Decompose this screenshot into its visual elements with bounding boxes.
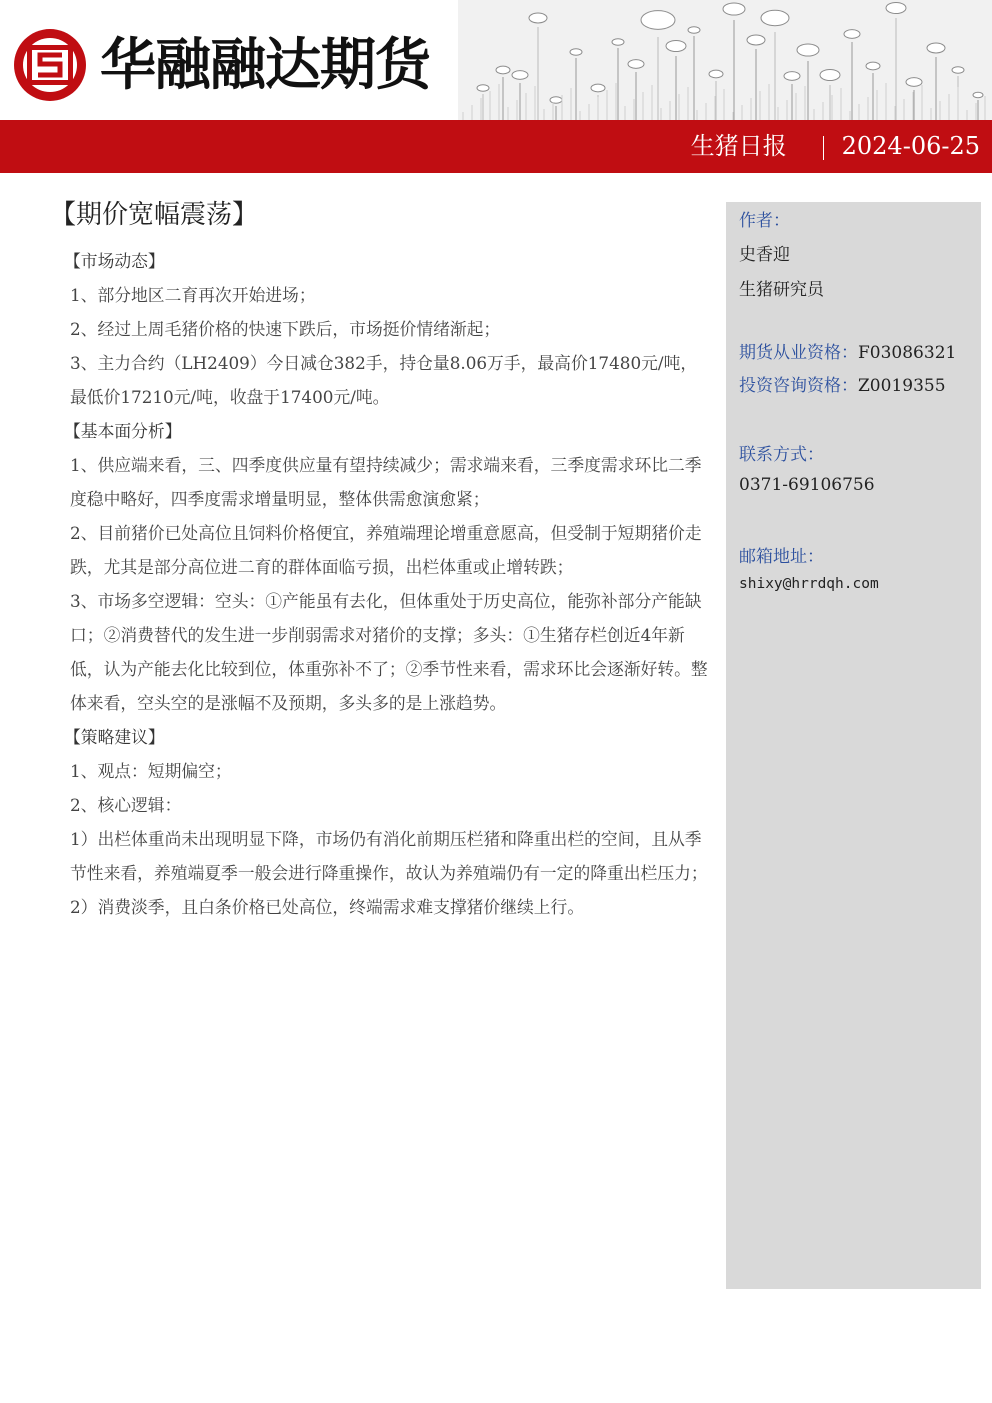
paragraph: 3、市场多空逻辑：空头：①产能虽有去化，但体重处于历史高位，能弥补部分产能缺口；②消费替代的发生进一步削弱需求对猪价的支撑；多头：①生猪存栏创近4年新低，认为产能去化比较到位，体重弥补不了；②季节性来看，需求环比会逐渐好转。整体来看，空头空的是涨幅不及预期，多头多的是上涨趋势。 — [70, 591, 708, 713]
author-label: 作者： — [739, 211, 790, 231]
author-sidebar — [726, 202, 981, 1289]
company-name: 华融融达期货 — [100, 33, 430, 98]
paragraph: 2）消费淡季，且白条价格已处高位，终端需求难支撑猪价继续上行。 — [70, 897, 585, 917]
futures-label: 期货从业资格： — [739, 343, 858, 363]
author-role: 生猪研究员 — [739, 280, 824, 300]
advisory-label: 投资咨询资格： — [739, 376, 858, 396]
email-label: 邮箱地址： — [739, 547, 824, 567]
paragraph: 3、主力合约（LH2409）今日减仓382手，持仓量8.06万手，最高价17480元/吨，最低价17210元/吨，收盘于17400元/吨。 — [70, 353, 698, 407]
report-band — [0, 120, 992, 173]
futures-id: F03086321 — [858, 343, 957, 363]
advisory-qualification — [739, 371, 946, 396]
advisory-id: Z0019355 — [858, 376, 946, 396]
report-type: 生猪日报 — [690, 132, 787, 160]
company-logo-icon — [12, 27, 88, 103]
paragraph: 2、目前猪价已处高位且饲料价格便宜，养殖端理论增重意愿高，但受制于短期猪价走跌，尤其是部分高位进二育的群体面临亏损，出栏体重或止增转跌； — [70, 523, 702, 577]
futures-qualification — [739, 338, 956, 363]
paragraph: 2、经过上周毛猪价格的快速下跌后，市场挺价情绪渐起； — [70, 319, 501, 339]
decorative-pattern — [458, 0, 992, 120]
email-address[interactable]: shixy@hrrdqh.com — [739, 576, 879, 592]
report-date: 2024-06-25 — [841, 132, 980, 160]
main-content — [64, 244, 712, 924]
section-heading: 【市场动态】 — [64, 251, 165, 271]
contact-label: 联系方式： — [739, 445, 824, 465]
section-heading: 【基本面分析】 — [64, 421, 182, 441]
separator — [823, 136, 824, 160]
report-info — [691, 120, 980, 173]
paragraph: 1、部分地区二育再次开始进场； — [70, 285, 316, 305]
paragraph: 1、供应端来看，三、四季度供应量有望持续减少；需求端来看，三季度需求环比二季度稳中略好，四季度需求增量明显，整体供需愈演愈紧； — [70, 455, 702, 509]
author-name: 史香迎 — [739, 245, 790, 265]
report-title: 【期价宽幅震荡】 — [50, 200, 259, 230]
page-header — [0, 0, 992, 120]
paragraph: 1、观点：短期偏空； — [70, 761, 232, 781]
section-heading: 【策略建议】 — [64, 727, 165, 747]
phone-number: 0371-69106756 — [739, 475, 875, 495]
paragraph: 1）出栏体重尚未出现明显下降，市场仍有消化前期压栏猪和降重出栏的空间，且从季节性来看，养殖端夏季一般会进行降重操作，故认为养殖端仍有一定的降重出栏压力； — [70, 829, 708, 883]
paragraph: 2、核心逻辑： — [70, 795, 182, 815]
